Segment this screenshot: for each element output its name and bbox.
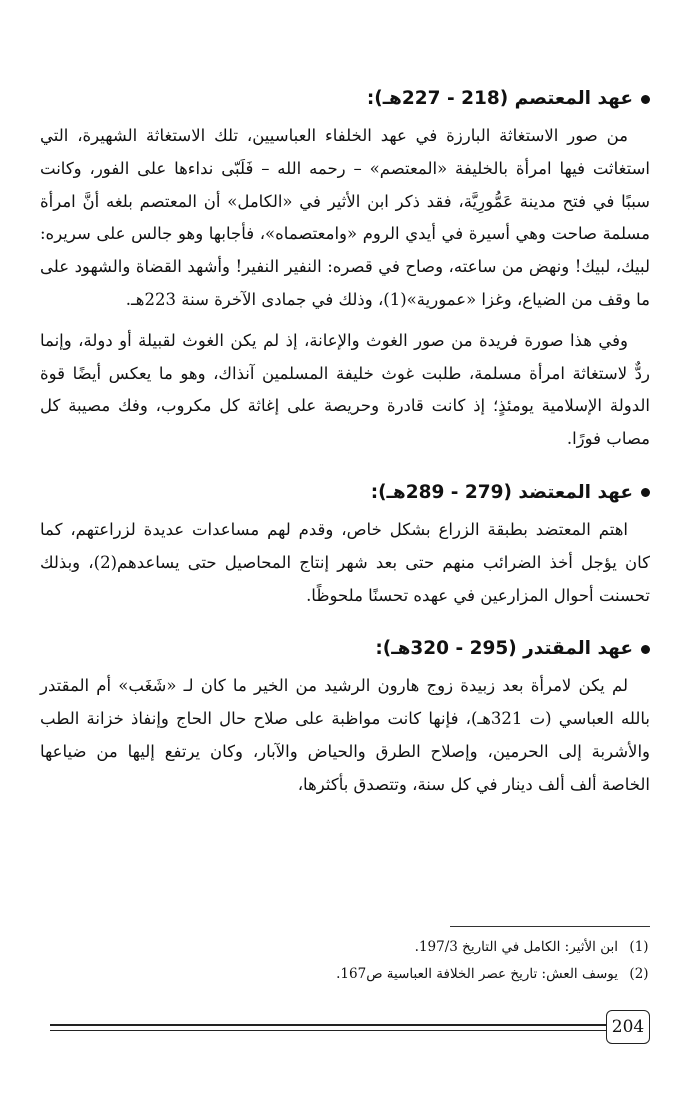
page-body <box>40 84 650 810</box>
footnote-separator <box>450 926 650 927</box>
footnote <box>50 934 650 961</box>
bullet-icon <box>641 645 650 654</box>
footnote-text: ابن الأثير: الكامل في التاريخ 197/3. <box>414 939 618 955</box>
page-rule <box>50 1024 606 1026</box>
footnote-text: يوسف العش: تاريخ عصر الخلافة العباسية ص167. <box>336 966 618 982</box>
footnote-number: (1) <box>629 939 649 955</box>
section-heading-muqtadir <box>40 634 650 664</box>
paragraph: وفي هذا صورة فريدة من صور الغوث والإعانة، إذ لم يكن الغوث لقبيلة أو دولة، وإنما ردٌّ لاستغاثة امرأة مسلمة، طلبت غوث خليفة المسلمين آنذاك، وهو ما يعكس أيضًا قوة الدولة الإسلامية يومئذٍ؛ إذ كانت قادرة وحريصة على إغاثة كل مكروب، وفك مصيبة كل مصاب فورًا. <box>40 330 650 449</box>
footnote <box>50 961 650 988</box>
section-title: عهد المعتصم (218 - 227هـ): <box>366 88 633 109</box>
footnotes <box>50 934 650 988</box>
footnote-number: (2) <box>629 966 649 982</box>
paragraph: اهتم المعتضد بطبقة الزراع بشكل خاص، وقدم لهم مساعدات عديدة لزراعتهم، كما كان يؤجل أخذ الضرائب منهم حتى بعد شهر إنتاج المحاصيل حتى يساعدهم(2)، وبذلك تحسنت أحوال المزارعين في عهده تحسنًا ملحوظًا. <box>40 519 650 605</box>
paragraph: من صور الاستغاثة البارزة في عهد الخلفاء العباسيين، تلك الاستغاثة الشهيرة، التي استغاثت فيها امرأة بالخليفة «المعتصم» – رحمه الله – فَلَبّى نداءها على الفور، وكانت سببًا في فتح مدينة عَمُّورِيَّة، فقد ذكر ابن الأثير في «الكامل» أن المعتصم بلغه أنَّ امرأة مسلمة صاحت وهي أسيرة في أيدي الروم «وامعتصماه»، فأجابها وهو جالس على سريره: لبيك، لبيك! ونهض من ساعته، وصاح في قصره: النفير النفير! وأشهد القضاة والشهود على ما وقف من الضياع، وغزا «عمورية»(1)، وذلك في جمادى الآخرة سنة 223هـ. <box>40 126 650 309</box>
page-number: 204 <box>606 1010 650 1044</box>
bullet-icon <box>641 95 650 104</box>
section-heading-mutadid <box>40 478 650 508</box>
paragraph: لم يكن لامرأة بعد زبيدة زوج هارون الرشيد من الخير ما كان لـ «شَغَب» أم المقتدر بالله العباسي (ت 321هـ)، فإنها كانت مواظبة على صلاح حال الحاج وإنفاذ خزانة الطب والأشربة إلى الحرمين، وإصلاح الطرق والحياض والآبار، وكان يرتفع إليها من ضياعها الخاصة ألف ألف دينار في كل سنة، وتتصدق بأكثرها، <box>40 676 650 794</box>
bullet-icon <box>641 488 650 497</box>
page-rule <box>50 1030 606 1031</box>
section-heading-mutasim <box>40 84 650 114</box>
section-title: عهد المقتدر (295 - 320هـ): <box>375 638 633 660</box>
section-title: عهد المعتضد (279 - 289هـ): <box>370 481 633 503</box>
